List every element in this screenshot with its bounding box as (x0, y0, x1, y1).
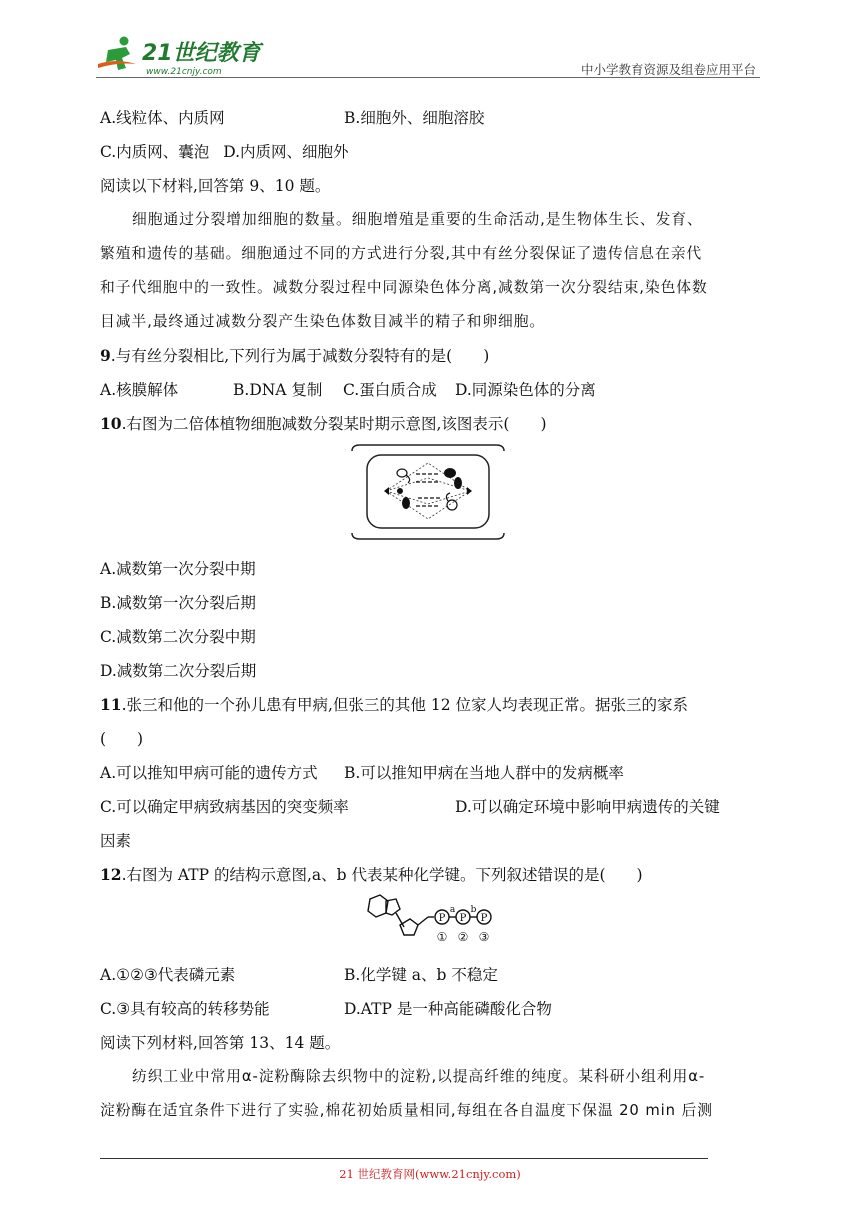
q10-option-a: A.减数第一次分裂中期 (100, 560, 256, 578)
footer-text: 21 世纪教育网(www.21cnjy.com) (339, 1167, 521, 1181)
svg-text:21世纪教育: 21世纪教育 (142, 41, 261, 66)
circled-1-label: ① (436, 930, 448, 944)
page-header (96, 34, 760, 78)
q8-option-c-text: C.内质网、囊泡 (100, 143, 210, 161)
reading1-line: 和子代细胞中的一致性。减数分裂过程中同源染色体分离,减数第一次分裂结束,染色体数 (100, 279, 708, 296)
circled-3-label: ③ (478, 930, 490, 944)
q12-option-b: B.化学键 a、b 不稳定 (344, 966, 498, 984)
q11-stem-text: .张三和他的一个孙儿患有甲病,但张三的其他 12 位家人均表现正常。据张三的家系 (121, 696, 689, 714)
reading2-intro: 阅读下列材料,回答第 13、14 题。 (100, 1034, 341, 1052)
site-tagline: 中小学教育资源及组卷应用平台 (580, 62, 756, 77)
q11-stem-cont: ( ) (100, 730, 144, 748)
q12-option-d: D.ATP 是一种高能磷酸化合物 (344, 1000, 552, 1018)
reading1-line: 目减半,最终通过减数分裂产生染色体数目减半的精子和卵细胞。 (100, 313, 546, 330)
q11-option-b: B.可以推知甲病在当地人群中的发病概率 (344, 764, 624, 782)
q11-option-a: A.可以推知甲病可能的遗传方式 (100, 764, 318, 782)
q10-number: 10 (100, 414, 122, 433)
q11-number: 11 (100, 695, 122, 714)
q12-option-c: C.③具有较高的转移势能 (100, 1000, 270, 1018)
reading2-line: 淀粉酶在适宜条件下进行了实验,棉花初始质量相同,每组在各自温度下保温 20 min 后测 (100, 1102, 713, 1119)
site-logo (96, 34, 266, 78)
reading1-line: 繁殖和遗传的基础。细胞通过不同的方式进行分裂,其中有丝分裂保证了遗传信息在亲代 (100, 245, 703, 262)
q11-stem (100, 693, 688, 715)
q10-option-c: C.减数第二次分裂中期 (100, 628, 256, 646)
q12-number: 12 (100, 865, 122, 884)
q8-option-c (100, 140, 349, 162)
q12-option-a: A.①②③代表磷元素 (100, 966, 236, 984)
reading1-intro: 阅读以下材料,回答第 9、10 题。 (100, 177, 331, 195)
q10-option-b: B.减数第一次分裂后期 (100, 594, 256, 612)
phosphate-label: P (438, 913, 446, 924)
q10-option-d: D.减数第二次分裂后期 (100, 662, 257, 680)
q8-option-b: B.细胞外、细胞溶胶 (344, 109, 485, 127)
q9-option-c: C.蛋白质合成 (343, 381, 437, 399)
reading2-line: 纺织工业中常用α-淀粉酶除去织物中的淀粉,以提高纤维的纯度。某科研小组利用α- (132, 1068, 706, 1085)
phosphate-label: P (480, 913, 488, 924)
q11-option-d: D.可以确定环境中影响甲病遗传的关键 (455, 798, 720, 816)
q11-option-c: C.可以确定甲病致病基因的突变频率 (100, 798, 349, 816)
reading1-line: 细胞通过分裂增加细胞的数量。细胞增殖是重要的生命活动,是生物体生长、发育、 (132, 211, 703, 228)
q10-stem (100, 412, 547, 434)
footer-divider (100, 1158, 708, 1159)
q12-stem (100, 863, 643, 885)
header-divider (96, 77, 760, 78)
q8-option-a: A.线粒体、内质网 (100, 109, 225, 127)
meiosis-cell-figure (350, 443, 506, 541)
q10-stem-text: .右图为二倍体植物细胞减数分裂某时期示意图,该图表示( ) (121, 415, 547, 433)
q9-number: 9 (100, 346, 111, 365)
q9-option-a: A.核膜解体 (100, 381, 179, 399)
q8-option-d: D.内质网、细胞外 (223, 143, 349, 161)
phosphate-label: P (459, 913, 467, 924)
atp-structure-figure (356, 891, 504, 947)
circled-2-label: ② (457, 930, 469, 944)
q9-stem-text: .与有丝分裂相比,下列行为属于减数分裂特有的是( ) (110, 347, 490, 365)
bond-a-label: a (449, 905, 456, 915)
q9-option-b: B.DNA 复制 (233, 381, 323, 399)
bond-b-label: b (470, 905, 477, 915)
svg-text:www.21cnjy.com: www.21cnjy.com (146, 67, 222, 77)
q12-stem-text: .右图为 ATP 的结构示意图,a、b 代表某种化学键。下列叙述错误的是( ) (121, 866, 643, 884)
q11-option-d-cont: 因素 (100, 832, 132, 850)
q9-stem (100, 344, 489, 366)
q9-option-d: D.同源染色体的分离 (455, 381, 596, 399)
